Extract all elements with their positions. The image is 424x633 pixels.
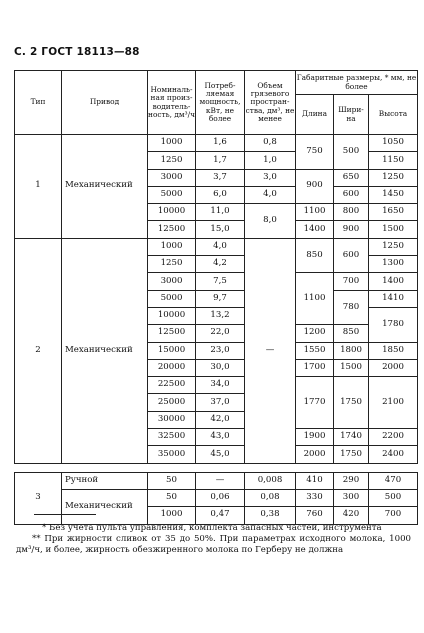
mud-volume-cell: 0,08: [245, 489, 296, 506]
width-cell: 600: [334, 186, 369, 203]
capacity-cell: 1000: [148, 135, 196, 152]
mud-volume-cell: 3,0: [245, 169, 296, 186]
length-cell: 2000: [296, 446, 334, 463]
capacity-cell: 15000: [148, 342, 196, 359]
length-cell: 1550: [296, 342, 334, 359]
height-cell: 700: [369, 507, 418, 524]
power-cell: —: [196, 472, 245, 489]
header-width: Шири-на: [334, 95, 369, 135]
width-cell: 1740: [334, 429, 369, 446]
length-cell: 750: [296, 135, 334, 170]
width-cell: 500: [334, 135, 369, 170]
drive-cell: Механический: [62, 489, 148, 524]
power-cell: 9,7: [196, 290, 245, 307]
capacity-cell: 50: [148, 472, 196, 489]
length-cell: 1700: [296, 359, 334, 376]
length-cell: 330: [296, 489, 334, 506]
footnote-2: ** При жирности сливок от 35 до 50%. При параметрах исходного молока, 1000 дм³/ч, и более, жирность обезжиренного молока по Герберу не должна: [16, 534, 411, 555]
power-cell: 4,0: [196, 238, 245, 255]
page-header: С. 2 ГОСТ 18113—88: [14, 46, 140, 58]
length-cell: 1100: [296, 273, 334, 325]
length-cell: 760: [296, 507, 334, 524]
width-cell: 900: [334, 221, 369, 238]
capacity-cell: 10000: [148, 204, 196, 221]
length-cell: 1400: [296, 221, 334, 238]
width-cell: 1500: [334, 359, 369, 376]
drive-cell: Ручной: [62, 472, 148, 489]
height-cell: 1450: [369, 186, 418, 203]
power-cell: 4,2: [196, 256, 245, 273]
header-capacity: Номиналь-ная произ-водитель-ность, дм³/ч: [148, 71, 196, 135]
header-mud-volume: Объем грязевого простран-ства, дм³, не менее: [245, 71, 296, 135]
header-height: Высота: [369, 95, 418, 135]
power-cell: 30,0: [196, 359, 245, 376]
mud-volume-cell: —: [245, 238, 296, 463]
power-cell: 23,0: [196, 342, 245, 359]
type-cell: 3: [15, 472, 62, 524]
height-cell: 1250: [369, 238, 418, 255]
capacity-cell: 35000: [148, 446, 196, 463]
width-cell: 800: [334, 204, 369, 221]
capacity-cell: 5000: [148, 290, 196, 307]
height-cell: 1050: [369, 135, 418, 152]
type-cell: 2: [15, 238, 62, 463]
power-cell: 22,0: [196, 325, 245, 342]
header-drive: Привод: [62, 71, 148, 135]
mud-volume-cell: 4,0: [245, 186, 296, 203]
footnote-divider: [34, 514, 96, 515]
width-cell: 600: [334, 238, 369, 273]
height-cell: 1400: [369, 273, 418, 290]
power-cell: 1,7: [196, 152, 245, 169]
width-cell: 300: [334, 489, 369, 506]
capacity-cell: 22500: [148, 377, 196, 394]
capacity-cell: 10000: [148, 307, 196, 324]
capacity-cell: 30000: [148, 411, 196, 428]
capacity-cell: 1250: [148, 256, 196, 273]
power-cell: 0,47: [196, 507, 245, 524]
capacity-cell: 1250: [148, 152, 196, 169]
capacity-cell: 1000: [148, 507, 196, 524]
length-cell: 1100: [296, 204, 334, 221]
length-cell: 1200: [296, 325, 334, 342]
length-cell: 1900: [296, 429, 334, 446]
capacity-cell: 50: [148, 489, 196, 506]
power-cell: 3,7: [196, 169, 245, 186]
height-cell: 1500: [369, 221, 418, 238]
height-cell: 1650: [369, 204, 418, 221]
height-cell: 1850: [369, 342, 418, 359]
capacity-cell: 20000: [148, 359, 196, 376]
power-cell: 34,0: [196, 377, 245, 394]
length-cell: 410: [296, 472, 334, 489]
power-cell: 43,0: [196, 429, 245, 446]
drive-cell: Механический: [62, 238, 148, 463]
width-cell: 420: [334, 507, 369, 524]
power-cell: 15,0: [196, 221, 245, 238]
height-cell: 1150: [369, 152, 418, 169]
capacity-cell: 32500: [148, 429, 196, 446]
table-separator: [15, 463, 418, 472]
mud-volume-cell: 1,0: [245, 152, 296, 169]
mud-volume-cell: 0,8: [245, 135, 296, 152]
height-cell: 1300: [369, 256, 418, 273]
capacity-cell: 12500: [148, 221, 196, 238]
width-cell: 1750: [334, 446, 369, 463]
power-cell: 6,0: [196, 186, 245, 203]
header-dimensions: Габаритные размеры, * мм, не более: [296, 71, 418, 95]
height-cell: 1780: [369, 307, 418, 342]
capacity-cell: 3000: [148, 169, 196, 186]
height-cell: 2200: [369, 429, 418, 446]
power-cell: 11,0: [196, 204, 245, 221]
power-cell: 7,5: [196, 273, 245, 290]
power-cell: 0,06: [196, 489, 245, 506]
drive-cell: Механический: [62, 135, 148, 239]
footnotes: [16, 523, 411, 556]
height-cell: 1410: [369, 290, 418, 307]
power-cell: 37,0: [196, 394, 245, 411]
mud-volume-cell: 8,0: [245, 204, 296, 239]
header-length: Длина: [296, 95, 334, 135]
mud-volume-cell: 0,008: [245, 472, 296, 489]
width-cell: 780: [334, 290, 369, 325]
width-cell: 850: [334, 325, 369, 342]
specifications-table: [14, 70, 418, 525]
width-cell: 1750: [334, 377, 369, 429]
height-cell: 2100: [369, 377, 418, 429]
height-cell: 1250: [369, 169, 418, 186]
power-cell: 42,0: [196, 411, 245, 428]
width-cell: 290: [334, 472, 369, 489]
capacity-cell: 5000: [148, 186, 196, 203]
power-cell: 45,0: [196, 446, 245, 463]
height-cell: 500: [369, 489, 418, 506]
height-cell: 2400: [369, 446, 418, 463]
width-cell: 650: [334, 169, 369, 186]
capacity-cell: 12500: [148, 325, 196, 342]
header-type: Тип: [15, 71, 62, 135]
height-cell: 470: [369, 472, 418, 489]
type-cell: 1: [15, 135, 62, 239]
footnote-1: * Без учета пульта управления, комплекта запасных частей, инструмента: [42, 523, 382, 533]
height-cell: 2000: [369, 359, 418, 376]
capacity-cell: 1000: [148, 238, 196, 255]
capacity-cell: 25000: [148, 394, 196, 411]
power-cell: 1,6: [196, 135, 245, 152]
width-cell: 700: [334, 273, 369, 290]
power-cell: 13,2: [196, 307, 245, 324]
length-cell: 850: [296, 238, 334, 273]
capacity-cell: 3000: [148, 273, 196, 290]
length-cell: 900: [296, 169, 334, 204]
mud-volume-cell: 0,38: [245, 507, 296, 524]
header-power: Потреб-ляемая мощность, кВт, не более: [196, 71, 245, 135]
length-cell: 1770: [296, 377, 334, 429]
width-cell: 1800: [334, 342, 369, 359]
